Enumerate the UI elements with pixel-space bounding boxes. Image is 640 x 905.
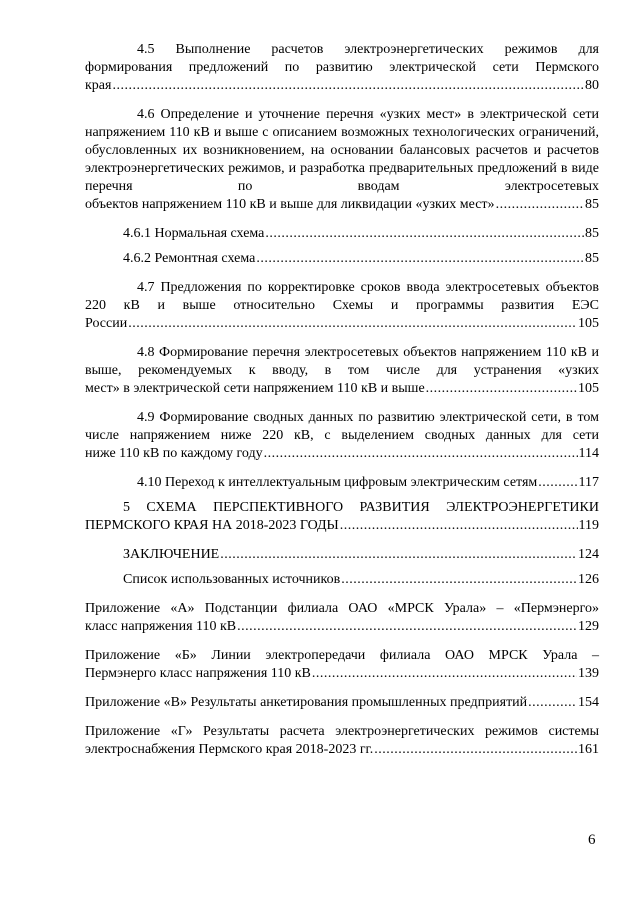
dot-leader (264, 445, 578, 463)
toc-entry-text: 4.7 Предложения по корректировке сроков ввода электросетевых объектов 220 кВ и выше относительно Схемы и программы развития ЕЭС (85, 280, 599, 313)
toc-entry-appendix-b[interactable] (85, 647, 599, 683)
toc-entry-appendix-a[interactable] (85, 600, 599, 636)
dot-leader (538, 474, 577, 492)
toc-page-number: 129 (578, 619, 599, 634)
toc-entry-text: 5 СХЕМА ПЕРСПЕКТИВНОГО РАЗВИТИЯ ЭЛЕКТРОЭНЕРГЕТИКИ (123, 500, 599, 515)
toc-page-number: 124 (578, 547, 599, 562)
toc-entry-text: Приложение «Б» Линии электропередачи филиала ОАО МРСК Урала – (85, 648, 599, 663)
dot-leader (220, 546, 577, 564)
toc-entry-4-8[interactable] (85, 344, 599, 398)
toc-entry-4-6-2[interactable] (85, 250, 599, 268)
toc-page-number: 80 (585, 78, 599, 93)
toc-page-number: 139 (578, 666, 599, 681)
toc-entry-4-10[interactable] (85, 474, 599, 492)
toc-page-number: 126 (578, 572, 599, 587)
toc-entry-last-line: ниже 110 кВ по каждому году (85, 446, 263, 461)
toc-entry-4-6[interactable] (85, 106, 599, 214)
toc-entry-4-9[interactable] (85, 409, 599, 463)
toc-page-number: 85 (585, 226, 599, 241)
toc-entry-4-6-1[interactable] (85, 225, 599, 243)
dot-leader (426, 380, 577, 398)
toc-entry-appendix-v[interactable] (85, 694, 599, 712)
toc-page-number: 117 (578, 475, 599, 490)
toc-entry-4-7[interactable] (85, 279, 599, 333)
toc-entry-last-line: России (85, 316, 128, 331)
toc-entry-title: 4.10 Переход к интеллектуальным цифровым электрическим сетям (137, 475, 538, 490)
dot-leader (340, 517, 578, 535)
toc-entry-title: Приложение «В» Результаты анкетирования промышленных предприятий (85, 695, 528, 710)
toc-page-number: 119 (578, 518, 599, 533)
dot-leader (528, 694, 577, 712)
dot-leader (128, 315, 577, 333)
toc-entry-last-line: края (85, 78, 112, 93)
toc-entry-text: Приложение «Г» Результаты расчета электроэнергетических режимов системы (85, 724, 599, 739)
toc-entry-text: 4.8 Формирование перечня электросетевых объектов напряжением 110 кВ и выше, рекомендуемых к вводу, в том числе для устранения «узких (85, 345, 599, 378)
toc-entry-last-line: ПЕРМСКОГО КРАЯ НА 2018-2023 ГОДЫ (85, 518, 339, 533)
toc-entry-title: ЗАКЛЮЧЕНИЕ (123, 547, 220, 562)
toc-entry-text: 4.5 Выполнение расчетов электроэнергетических режимов для формирования предложений по развитию электрической сети Пермского (85, 42, 599, 75)
toc-entry-references[interactable] (85, 571, 599, 589)
toc-page-number: 161 (578, 742, 599, 757)
toc-page-number: 85 (585, 197, 599, 212)
dot-leader (374, 741, 577, 759)
toc-entry-text: 4.6 Определение и уточнение перечня «узких мест» в электрической сети напряжением 110 кВ и выше с описанием возможных технологических ограничений, обусловленных их возникновением, на основании балансовых расчетов и расчетов электроэнергетических режимов, и разработка предварительных предложений в виде перечня по вводам электросетевых (85, 107, 599, 194)
dot-leader (112, 77, 584, 95)
toc-entry-title: Список использованных источников (123, 572, 341, 587)
page-number: 6 (588, 832, 596, 848)
toc-entry-5[interactable] (85, 499, 599, 535)
table-of-contents (85, 41, 599, 770)
dot-leader (341, 571, 577, 589)
toc-page-number: 154 (578, 695, 599, 710)
toc-page-number: 105 (578, 381, 599, 396)
dot-leader (237, 618, 577, 636)
toc-entry-title: 4.6.2 Ремонтная схема (123, 251, 256, 266)
toc-entry-last-line: электроснабжения Пермского края 2018-2023 гг. (85, 742, 374, 757)
dot-leader (265, 225, 584, 243)
toc-entry-conclusion[interactable] (85, 546, 599, 564)
toc-entry-last-line: Пермэнерго класс напряжения 110 кВ (85, 666, 311, 681)
dot-leader (256, 250, 584, 268)
toc-entry-last-line: объектов напряжением 110 кВ и выше для ликвидации «узких мест» (85, 197, 495, 212)
dot-leader (496, 196, 584, 214)
toc-entry-text: 4.9 Формирование сводных данных по развитию электрической сети, в том числе напряжением ниже 220 кВ, с выделением сводных данных для сети (85, 410, 599, 443)
toc-entry-text: Приложение «А» Подстанции филиала ОАО «МРСК Урала» – «Пермэнерго» (85, 601, 599, 616)
toc-entry-last-line: класс напряжения 110 кВ (85, 619, 237, 634)
toc-entry-4-5[interactable] (85, 41, 599, 95)
toc-page-number: 105 (578, 316, 599, 331)
toc-entry-appendix-g[interactable] (85, 723, 599, 759)
dot-leader (312, 665, 577, 683)
toc-entry-title: 4.6.1 Нормальная схема (123, 226, 265, 241)
toc-page-number: 85 (585, 251, 599, 266)
toc-page-number: 114 (578, 446, 599, 461)
toc-entry-last-line: мест» в электрической сети напряжением 110 кВ и выше (85, 381, 425, 396)
